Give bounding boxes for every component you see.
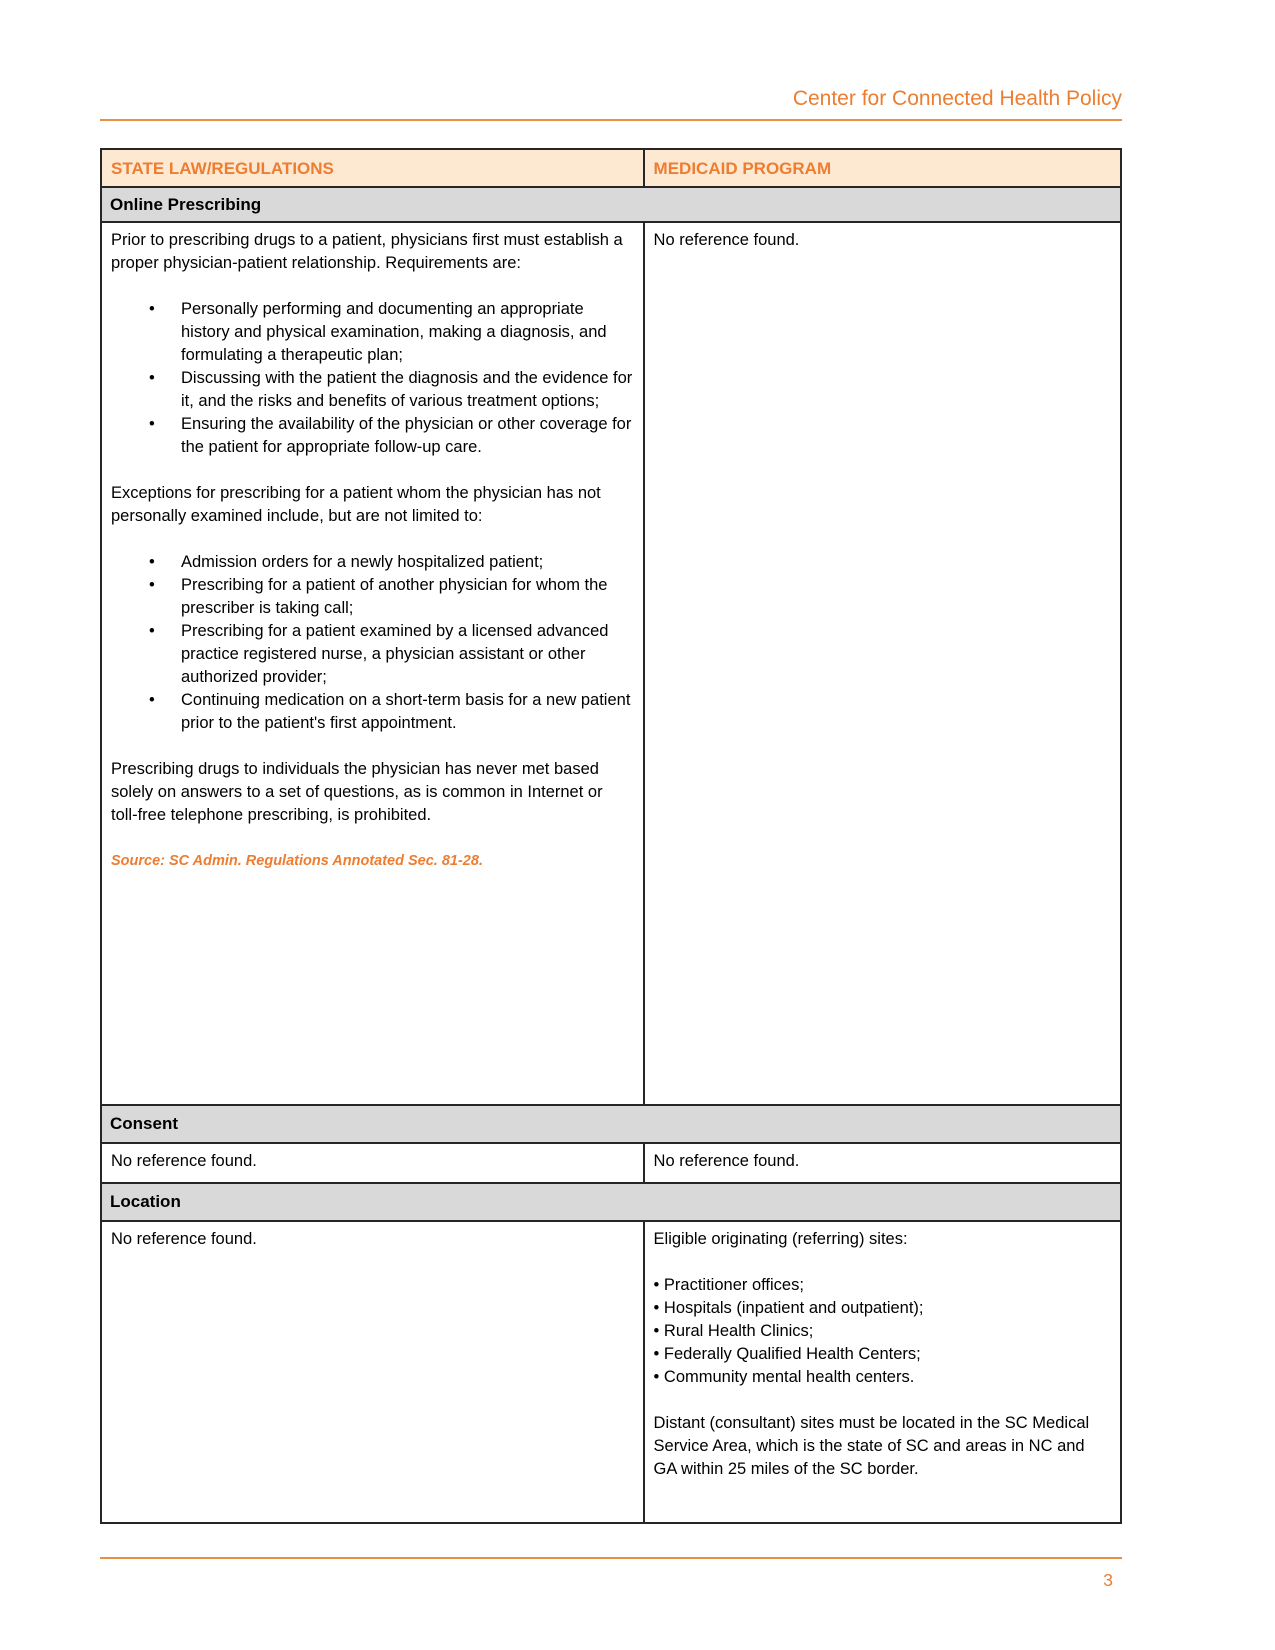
table-row-location (102, 1220, 1120, 1522)
cell-consent-medicaid: No reference found. (643, 1144, 1120, 1182)
exceptions-bullet-list (111, 551, 634, 735)
bullet-item: • Prescribing for a patient examined by a licensed advanced practice registered nurse, a physician assistant or other authorized provider; (111, 620, 634, 689)
source-citation: Source: SC Admin. Regulations Annotated Sec. 81-28. (111, 853, 483, 869)
footer-rule (100, 1557, 1122, 1559)
no-reference-text: No reference found. (653, 231, 800, 249)
section-header-online-prescribing (102, 186, 1120, 221)
bullet-item: • Personally performing and documenting an appropriate history and physical examination, making a diagnosis, and formulating a therapeutic plan; (111, 298, 634, 367)
bullet-item: • Discussing with the patient the diagnosis and the evidence for it, and the risks and benefits of various treatment options; (111, 367, 634, 413)
page-number: 3 (1103, 1570, 1113, 1590)
bullet-item: • Rural Health Clinics; (654, 1320, 1111, 1343)
section-title: Location (110, 1192, 181, 1211)
originating-sites-list (654, 1274, 1111, 1389)
bullet-item: • Federally Qualified Health Centers; (654, 1343, 1111, 1366)
paragraph: Eligible originating (referring) sites: (653, 1230, 908, 1248)
section-title: Online Prescribing (110, 194, 262, 214)
section-title: Consent (110, 1114, 178, 1133)
section-header-location (102, 1182, 1120, 1220)
document-header-title: Center for Connected Health Policy (792, 87, 1122, 110)
document-header (100, 0, 1122, 112)
table-row-online-prescribing (102, 221, 1120, 1104)
bullet-item: • Community mental health centers. (654, 1366, 1111, 1389)
column-header-medicaid: MEDICAID PROGRAM (643, 150, 1120, 186)
policy-comparison-table (100, 148, 1122, 1524)
bullet-item: • Hospitals (inpatient and outpatient); (654, 1297, 1111, 1320)
bullet-item: • Ensuring the availability of the physician or other coverage for the patient for appropriate follow-up care. (111, 413, 634, 459)
bullet-item: • Practitioner offices; (654, 1274, 1111, 1297)
paragraph: Prior to prescribing drugs to a patient, physicians first must establish a proper physician-patient relationship. Requirements are: (111, 231, 623, 272)
cell-consent-state-law: No reference found. (111, 1152, 257, 1170)
cell-location-medicaid (643, 1222, 1120, 1522)
page-content (100, 0, 1122, 1591)
column-header-state-law: STATE LAW/REGULATIONS (111, 158, 334, 178)
cell-online-prescribing-medicaid (643, 223, 1120, 1104)
paragraph: Exceptions for prescribing for a patient whom the physician has not personally examined include, but are not limited to: (111, 484, 601, 525)
bullet-item: • Prescribing for a patient of another physician for whom the prescriber is taking call; (111, 574, 634, 620)
header-rule (100, 119, 1122, 121)
table-header-row (102, 150, 1120, 186)
bullet-item: • Continuing medication on a short-term basis for a new patient prior to the patient's first appointment. (111, 689, 634, 735)
section-header-consent (102, 1104, 1120, 1142)
paragraph: Distant (consultant) sites must be located in the SC Medical Service Area, which is the state of SC and areas in NC and GA within 25 miles of the SC border. (653, 1414, 1090, 1478)
bullet-item: • Admission orders for a newly hospitalized patient; (111, 551, 634, 574)
requirements-bullet-list (111, 298, 634, 459)
cell-online-prescribing-state-law (102, 223, 643, 1104)
cell-location-state-law: No reference found. (111, 1230, 257, 1248)
paragraph: Prescribing drugs to individuals the physician has never met based solely on answers to a set of questions, as is common in Internet or toll-free telephone prescribing, is prohibited. (111, 760, 603, 824)
table-row-consent (102, 1142, 1120, 1182)
